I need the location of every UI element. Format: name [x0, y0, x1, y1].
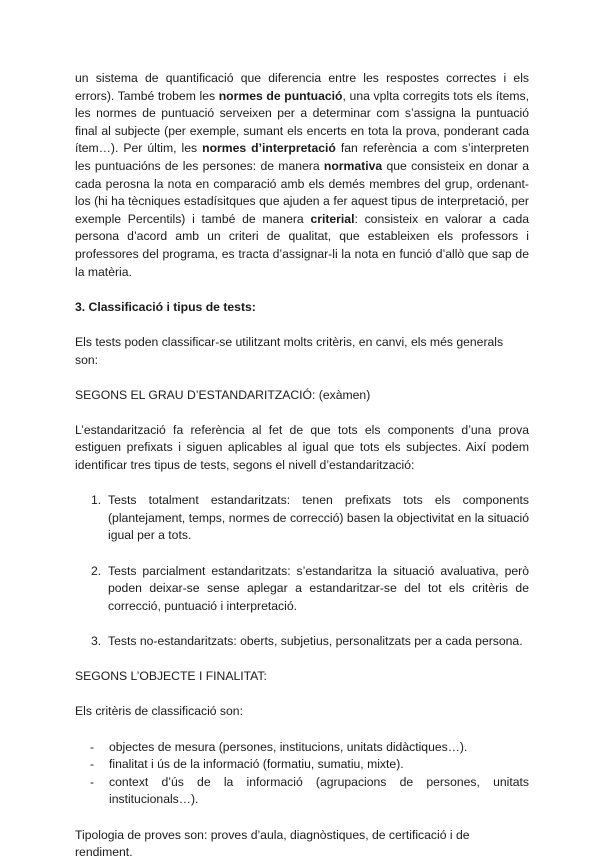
intro-text: : consisteix en valorar a cada persona d’acord amb un criteri de qualitat, que estableixen els professors i professores del programa, es tracta d’assignar-li la nota en funció d’allò que sap de la matèria.	[75, 211, 530, 279]
list-item	[75, 633, 529, 651]
standardization-list	[75, 492, 529, 650]
section-3-heading: 3. Classificació i tipus de tests:	[75, 299, 256, 314]
document-page	[75, 70, 529, 862]
intro-paragraph	[75, 70, 529, 281]
list-number: 2.	[91, 563, 102, 578]
term-normes-interpretacio: normes d’interpretació	[202, 141, 336, 156]
intro-text: que consisteix en donar a cada perosna la nota en comparació amb els demés membres del grup, ordenant-los (hi ha tècniques estadísitques que ajuden a fer aquest tipus de interpretació, per exemple Percentils) i també de manera	[75, 158, 529, 226]
list-item	[75, 492, 529, 545]
term-normes-puntuacio: normes de puntuació	[218, 88, 343, 103]
list-item-text: context d’ús de la informació (agrupacions de persones, unitats institucionals…).	[109, 774, 529, 807]
list-item	[75, 563, 529, 616]
dash-bullet: -	[90, 739, 95, 754]
list-item-text: Tests parcialment estandaritzats: s’estandaritza la situació avaluativa, però poden deixar-se sense aplegar a estandaritzar-se del tot els critèris de correcció, puntuació i interpretació.	[108, 563, 529, 613]
criteria-list	[75, 739, 529, 809]
list-item	[75, 756, 529, 774]
term-normativa: normativa	[323, 158, 383, 173]
objecte-intro: Els critèris de classificació son:	[75, 704, 243, 719]
list-number: 3.	[91, 634, 102, 648]
list-item	[75, 774, 529, 809]
tipologia-paragraph: Tipologia de proves son: proves d’aula, diagnòstiques, de certificació i de rendiment.	[75, 827, 470, 860]
list-item	[75, 739, 529, 757]
grau-heading: SEGONS EL GRAU D’ESTANDARITZACIÓ: (exàmen)	[75, 387, 371, 402]
dash-bullet: -	[90, 757, 95, 772]
dash-bullet: -	[90, 774, 95, 789]
list-item-text: objectes de mesura (persones, institucions, unitats didàctiques…).	[109, 739, 468, 754]
objecte-heading: SEGONS L’OBJECTE I FINALITAT:	[75, 669, 267, 684]
term-criterial: criterial	[310, 211, 355, 226]
grau-paragraph: L’estandarització fa referència al fet de que tots els components d’una prova estiguen prefixats i siguen aplicables al igual que tots els subjectes. Així podem identificar tres tipus de tests, segons el nivell d’estandarització:	[75, 422, 529, 473]
list-item-text: finalitat i ús de la informació (formatiu, sumatiu, mixte).	[109, 757, 404, 772]
list-item-text: Tests totalment estandaritzats: tenen prefixats tots els components (plantejament, temps, normes de correcció) basen la objectivitat en la situació igual per a tots.	[108, 493, 529, 543]
list-number: 1.	[91, 493, 102, 508]
intro-text: , una vplta corregits tots els ítems, les normes de puntuació serveixen per a determinar com s’assigna la puntuació final al subjecte (per exemple, sumant els encerts en tota la prova, ponderant cada ítem…). Per últim, les	[75, 88, 530, 156]
list-item-text: Tests no-estandaritzats: oberts, subjetius, personalitzats per a cada persona.	[108, 634, 523, 648]
intro-text: fan referència a com s’interpreten les puntuacións de les persones: de manera	[75, 141, 529, 173]
section-3-intro: Els tests poden classificar-se utilitzant molts critèris, en canvi, els més generals son:	[75, 334, 504, 367]
intro-text: un sistema de quantificació que diferencia entre les respostes correctes i els errors). També trobem les	[75, 71, 529, 103]
